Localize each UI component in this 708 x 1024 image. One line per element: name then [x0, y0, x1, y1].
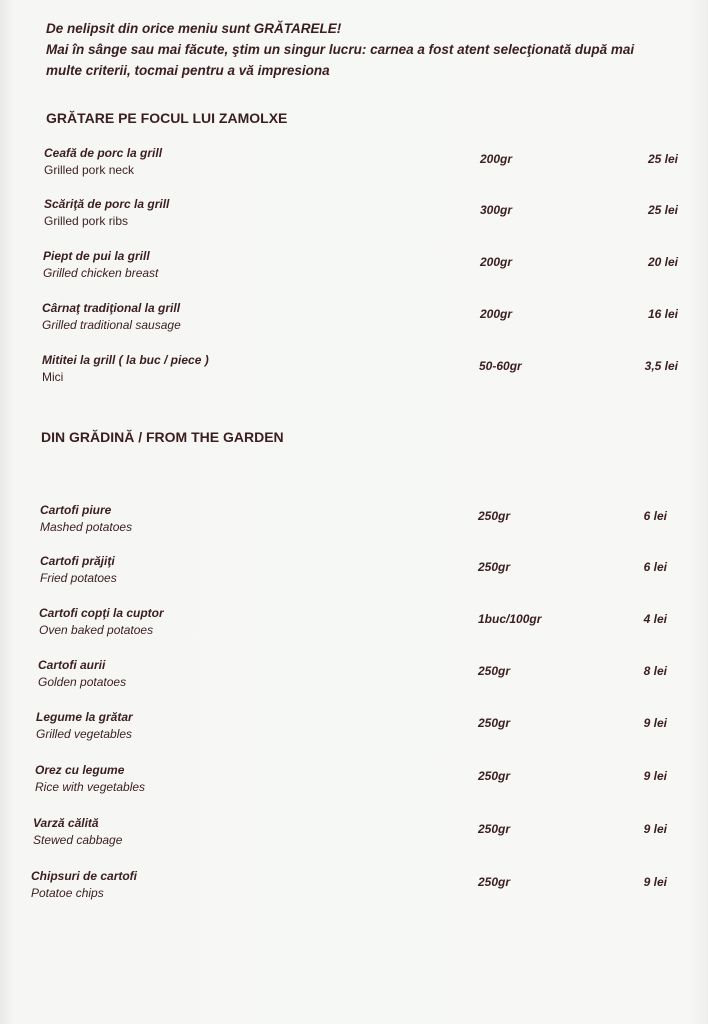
item-price: 3,5 lei: [644, 359, 678, 373]
item-quantity: 200gr: [480, 152, 513, 166]
item-price: 9 lei: [643, 822, 667, 836]
item-name: Cartofi copţi la cuptor: [39, 606, 164, 620]
item-name: Varză călită: [33, 816, 99, 830]
menu-item: [39, 606, 699, 640]
item-quantity: 250gr: [478, 822, 511, 836]
menu-item: [43, 249, 703, 283]
item-price: 6 lei: [643, 509, 667, 523]
item-quantity: 250gr: [478, 560, 511, 574]
menu-item: [44, 197, 704, 231]
item-english: Oven baked potatoes: [39, 623, 154, 637]
item-name: Chipsuri de cartofi: [31, 869, 138, 883]
menu-item: [31, 869, 691, 903]
menu-item: [42, 301, 702, 335]
item-english: Grilled pork neck: [44, 163, 135, 177]
item-quantity: 50-60gr: [479, 359, 522, 373]
menu-item: [44, 146, 704, 180]
item-english: Grilled chicken breast: [43, 266, 159, 280]
menu-item: [38, 658, 698, 692]
item-english: Mici: [42, 370, 64, 384]
menu-item: [40, 554, 700, 588]
item-name: Cartofi prăjiţi: [40, 554, 115, 568]
item-english: Potatoe chips: [31, 886, 104, 900]
section-title-grill: GRĂTARE PE FOCUL LUI ZAMOLXE: [46, 110, 288, 126]
item-price: 9 lei: [643, 769, 667, 783]
intro-text: [46, 18, 686, 81]
item-price: 9 lei: [643, 716, 667, 730]
item-quantity: 250gr: [478, 769, 511, 783]
item-price: 6 lei: [643, 560, 667, 574]
intro-line-1: De nelipsit din orice meniu sunt GRĂTARELE!: [46, 21, 342, 36]
item-english: Grilled pork ribs: [44, 214, 129, 228]
item-english: Golden potatoes: [38, 675, 127, 689]
item-price: 25 lei: [647, 203, 678, 217]
item-name: Mititei la grill ( la buc / piece ): [42, 353, 209, 367]
item-price: 8 lei: [643, 664, 667, 678]
item-name: Ceafă de porc la grill: [44, 146, 163, 160]
item-quantity: 250gr: [478, 716, 511, 730]
item-name: Legume la grătar: [36, 710, 133, 724]
item-name: Cârnaţ tradiţional la grill: [42, 301, 181, 315]
item-price: 9 lei: [643, 875, 667, 889]
section-title-garden: DIN GRĂDINĂ / FROM THE GARDEN: [41, 429, 284, 445]
item-quantity: 200gr: [480, 255, 513, 269]
item-english: Fried potatoes: [40, 571, 117, 585]
menu-item: [33, 816, 693, 850]
item-quantity: 250gr: [478, 875, 511, 889]
item-english: Mashed potatoes: [40, 520, 133, 534]
item-english: Grilled traditional sausage: [42, 318, 181, 332]
item-quantity: 200gr: [480, 307, 513, 321]
item-price: 20 lei: [647, 255, 678, 269]
item-name: Cartofi piure: [40, 503, 112, 517]
item-name: Cartofi aurii: [38, 658, 106, 672]
menu-item: [40, 503, 700, 537]
item-price: 25 lei: [647, 152, 678, 166]
item-name: Orez cu legume: [35, 763, 125, 777]
menu-item: [36, 710, 696, 744]
item-name: Piept de pui la grill: [43, 249, 150, 263]
item-price: 16 lei: [647, 307, 678, 321]
item-quantity: 250gr: [478, 664, 511, 678]
intro-line-3: multe criterii, tocmai pentru a vă impresiona: [46, 63, 330, 78]
menu-item: [42, 353, 702, 387]
item-english: Rice with vegetables: [35, 780, 146, 794]
item-quantity: 300gr: [480, 203, 513, 217]
item-name: Scăriţă de porc la grill: [44, 197, 170, 211]
item-price: 4 lei: [643, 612, 667, 626]
intro-line-2: Mai în sânge sau mai făcute, ştim un singur lucru: carnea a fost atent selecţionată după mai: [46, 42, 635, 57]
item-quantity: 250gr: [478, 509, 511, 523]
item-english: Grilled vegetables: [36, 727, 133, 741]
menu-item: [35, 763, 695, 797]
item-quantity: 1buc/100gr: [478, 612, 542, 626]
item-english: Stewed cabbage: [33, 833, 123, 847]
